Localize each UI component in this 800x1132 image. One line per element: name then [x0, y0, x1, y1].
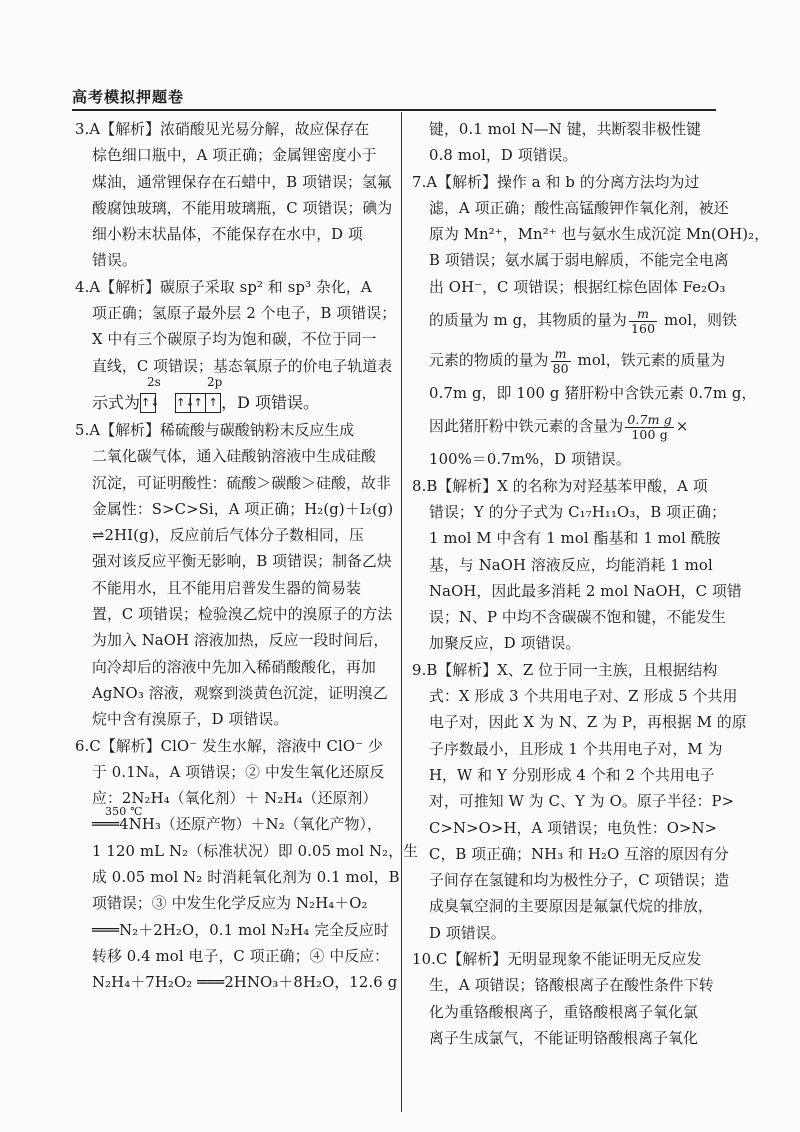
text-line: 不能用水，且不能用启普发生器的简易装: [92, 579, 362, 597]
text-line: 成 0.05 mol N₂ 时消耗氧化剂为 0.1 mol，B: [92, 869, 400, 887]
text-line: 烷中含有溴原子，D 项错误。: [92, 711, 289, 729]
text-line: 原为 Mn²⁺，Mn²⁺ 也与氨水生成沉淀 Mn(OH)₂，: [429, 226, 770, 244]
text-line: 化为重铬酸根离子，重铬酸根离子氧化氯: [429, 1003, 699, 1021]
orbital-box-2p: ↑: [206, 393, 221, 413]
text-line: AgNO₃ 溶液，观察到淡黄色沉淀，证明溴乙: [92, 684, 388, 702]
text-line: ⇌2HI(g)，反应前后气体分子数相同，压: [92, 527, 364, 545]
text-line: 项正确；氢原子最外层 2 个电子，B 项错误；: [92, 305, 397, 323]
text-line: 5.A【解析】稀硫酸与碳酸钠粉末反应生成: [75, 421, 355, 439]
text-line: 子序数最小，且形成 1 个共用电子对，M 为: [429, 740, 723, 758]
text-line: 3.A【解析】浓硝酸见光易分解，故应保存在: [75, 121, 370, 138]
text-line: 8.B【解析】X 的名称为对羟基苯甲酸，A 项: [412, 477, 708, 495]
text-line: NaOH，因此最多消耗 2 mol NaOH，C 项错: [429, 582, 742, 600]
text-line: 1 mol M 中含有 1 mol 酯基和 1 mol 酰胺: [429, 530, 721, 548]
text-line: 生，A 项错误；铬酸根离子在酸性条件下转: [429, 977, 714, 995]
fraction-line: [412, 301, 738, 341]
text-line: 金属性：S>C>Si，A 项正确；H₂(g)＋I₂(g): [92, 500, 394, 518]
text-line: 1 120 mL N₂（标准状况）即 0.05 mol N₂，生: [92, 842, 419, 860]
fraction-line: [412, 341, 726, 381]
text-line: N₂H₄＋7H₂O₂ ═══2HNO₃＋8H₂O，12.6 g: [92, 974, 398, 992]
text-fragment: 元素的物质的量为: [429, 352, 549, 370]
text-line: 向冷却后的溶液中先加入稀硝酸酸化，再加: [92, 658, 376, 676]
text-fragment: mol，则铁: [659, 312, 738, 330]
orbital-box-2s: ↑↓: [140, 393, 156, 413]
orbital-box-2p: ↑↓: [175, 393, 191, 413]
text-line: C，B 项正确；NH₃ 和 H₂O 互溶的原因有分: [429, 845, 729, 863]
text-line: B 项错误；氨水属于弱电解质，不能完全电离: [429, 252, 729, 270]
orbital-label-2p: 2p: [207, 374, 223, 389]
orbital-suffix: ，D 项错误。: [221, 392, 320, 412]
text-line: X 中有三个碳原子均为饱和碳，不位于同一: [92, 331, 377, 349]
text-line: 错误。: [92, 252, 137, 270]
text-line: 煤油，通常锂保存在石蜡中，B 项错误；氢氟: [92, 173, 392, 191]
equation-line: [75, 805, 393, 838]
header-rule: [72, 109, 716, 111]
orbital-diagram-line: [75, 374, 393, 418]
text-line: 强对该反应平衡无影响，B 项错误；制备乙炔: [92, 553, 392, 571]
page-header-title: 高考模拟押题卷: [72, 88, 185, 106]
text-line: 应：2N₂H₄（氧化剂）＋ N₂H₄（还原剂）: [92, 790, 378, 808]
text-line: 项错误；③ 中发生化学反应为 N₂H₄＋O₂: [92, 895, 368, 913]
text-fragment: mol，铁元素的质量为: [572, 352, 726, 370]
text-line: 对，可推知 W 为 C、Y 为 O。原子半径：P>: [429, 793, 735, 811]
text-line: H，W 和 Y 分别形成 4 个和 2 个共用电子: [429, 766, 715, 784]
text-line: ═══N₂＋2H₂O，0.1 mol N₂H₄ 完全反应时: [92, 921, 389, 939]
column-divider: [401, 112, 402, 1112]
fraction: [625, 413, 674, 442]
orbital-prefix: 示式为: [92, 392, 141, 412]
text-line: 酸腐蚀玻璃，不能用玻璃瓶，C 项错误；碘为: [92, 199, 393, 217]
text-line: 错误；Y 的分子式为 C₁₇H₁₁O₃，B 项正确；: [429, 503, 727, 521]
text-line: 滤，A 项正确；酸性高锰酸钾作氧化剂，被还: [429, 199, 729, 217]
text-line: 沉淀，可证明酸性：硫酸＞碳酸＞硅酸，故非: [92, 474, 391, 492]
text-line: 二氧化碳气体，通入硅酸钠溶液中生成硅酸: [92, 448, 376, 466]
text-line: 转移 0.4 mol 电子，C 项正确；④ 中反应：: [92, 947, 390, 965]
text-line: 为加入 NaOH 溶液加热，反应一段时间后，: [92, 632, 389, 650]
text-line: 0.7m g，即 100 g 猪肝粉中含铁元素 0.7m g，: [429, 385, 757, 403]
fraction-denominator: 160: [630, 320, 656, 336]
text-line: 出 OH⁻，C 项错误；根据红棕色固体 Fe₂O₃: [429, 278, 726, 296]
text-line: 离子生成氯气，不能证明铬酸根离子氧化: [429, 1029, 699, 1047]
text-line: 子间存在氢键和均为极性分子，C 项错误；造: [429, 872, 730, 890]
text-line: 置，C 项错误；检验溴乙烷中的溴原子的方法: [92, 606, 393, 624]
text-fragment: ×: [675, 418, 689, 436]
fraction-line: [412, 407, 718, 447]
text-fragment: 因此猪肝粉中铁元素的含量为: [429, 418, 624, 436]
text-line: 加聚反应，D 项错误。: [429, 635, 581, 653]
text-line: 于 0.1Nₐ，A 项错误；② 中发生氧化还原反: [92, 763, 385, 781]
text-line: D 项错误。: [429, 924, 506, 942]
text-line: 棕色细口瓶中，A 项正确；金属锂密度小于: [92, 147, 377, 165]
text-line: 10.C【解析】无明显现象不能证明无反应发: [412, 951, 702, 969]
text-line: 0.8 mol，D 项错误。: [429, 147, 578, 165]
fraction: [629, 307, 657, 336]
text-line: ═══4NH₃（还原产物）＋N₂（氧化产物），: [92, 816, 383, 834]
fraction: [551, 347, 571, 376]
right-column: [412, 117, 770, 1052]
fraction-numerator: m: [551, 347, 571, 362]
text-line: 100%＝0.7m%，D 项错误。: [429, 451, 631, 469]
text-line: 键，0.1 mol N—N 键，共断裂非极性键: [429, 121, 702, 138]
text-line: 式：X 形成 3 个共用电子对、Z 形成 5 个共用: [429, 688, 738, 706]
temperature-label: 350 ℃: [105, 805, 143, 819]
text-line: 4.A【解析】碳原子采取 sp² 和 sp³ 杂化，A: [75, 278, 372, 296]
orbital-box-2p: ↑: [191, 393, 206, 413]
text-fragment: 的质量为 m g，其物质的量为: [429, 312, 627, 330]
fraction-denominator: 100 g: [631, 426, 668, 442]
text-line: 基，与 NaOH 溶液反应，均能消耗 1 mol: [429, 556, 713, 574]
text-line: 电子对，因此 X 为 N、Z 为 P，再根据 M 的原: [429, 714, 747, 732]
fraction-numerator: 0.7m g: [627, 412, 672, 428]
left-column: [75, 117, 419, 997]
text-line: 6.C【解析】ClO⁻ 发生水解，溶液中 ClO⁻ 少: [75, 737, 383, 755]
text-line: 成臭氧空洞的主要原因是氟氯代烷的排放，: [429, 898, 713, 916]
text-line: 细小粉末状晶体，不能保存在水中，D 项: [92, 226, 363, 244]
fraction-denominator: 80: [552, 360, 569, 376]
text-line: 误；N、P 中均不含碳碳不饱和键，不能发生: [429, 609, 727, 627]
orbital-label-2s: 2s: [147, 374, 161, 389]
text-line: 9.B【解析】X、Z 位于同一主族，且根据结构: [412, 661, 718, 679]
text-line: 7.A【解析】操作 a 和 b 的分离方法均为过: [412, 173, 700, 191]
text-line: 直线，C 项错误；基态氧原子的价电子轨道表: [92, 357, 393, 375]
text-line: C>N>O>H，A 项错误；电负性：O>N>: [429, 819, 718, 837]
fraction-numerator: m: [629, 307, 657, 322]
